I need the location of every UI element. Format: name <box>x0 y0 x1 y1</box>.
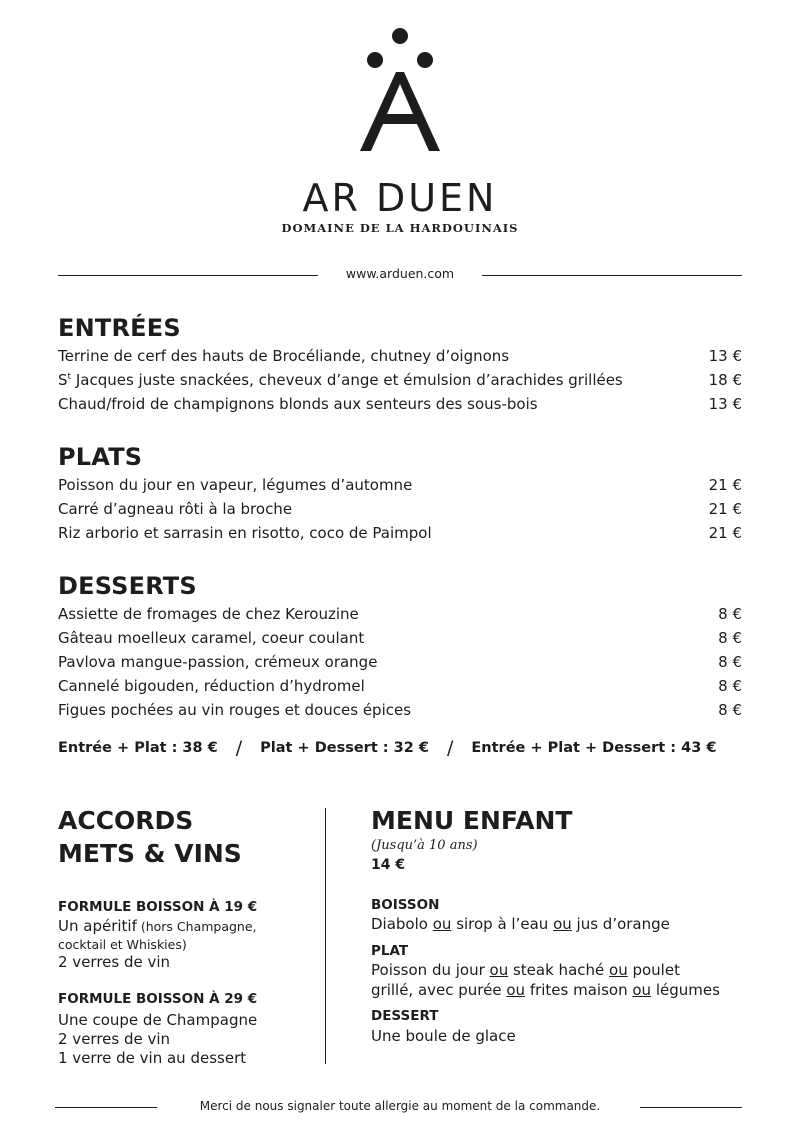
item-price: 13 € <box>708 395 742 413</box>
item-price: 8 € <box>718 701 742 719</box>
formule-19-line2: cocktail et Whiskies) <box>58 937 187 952</box>
item-name: Assiette de fromages de chez Kerouzine <box>58 605 359 623</box>
item-price: 8 € <box>718 629 742 647</box>
formule-29-title: FORMULE BOISSON À 29 € <box>58 991 258 1007</box>
enfant-boisson-text: Diabolo ou sirop à l’eau ou jus d’orange <box>371 915 670 933</box>
menu-item <box>58 392 742 416</box>
header-rule-right <box>482 275 742 276</box>
item-price: 21 € <box>708 524 742 542</box>
formula-plat-dessert: Plat + Dessert : 32 € <box>260 740 429 756</box>
formule-19-title: FORMULE BOISSON À 19 € <box>58 899 258 915</box>
item-name: Chaud/froid de champignons blonds aux senteurs des sous-bois <box>58 395 538 413</box>
item-name: $S^t$ Jacques juste snackées, cheveux d’ange et émulsion d’arachides grillées <box>58 371 623 389</box>
item-name: Pavlova mangue-passion, crémeux orange <box>58 653 378 671</box>
enfant-boisson-title: BOISSON <box>371 897 440 913</box>
menu-item <box>58 602 742 626</box>
enfant-dessert-text: Une boule de glace <box>371 1027 516 1045</box>
formula-prices <box>58 737 758 759</box>
menu-item <box>58 344 742 368</box>
entrees-title: ENTRÉES <box>58 314 181 342</box>
column-divider <box>325 808 326 1064</box>
website-link[interactable]: www.arduen.com <box>345 266 455 281</box>
formule-29-line3: 1 verre de vin au dessert <box>58 1049 247 1067</box>
formule-29-line2: 2 verres de vin <box>58 1030 171 1048</box>
formula-separator: / <box>235 737 243 759</box>
plats-title: PLATS <box>58 443 143 471</box>
item-price: 21 € <box>708 476 742 494</box>
menu-item <box>58 650 742 674</box>
item-price: 8 € <box>718 605 742 623</box>
brand-name: AR DUEN <box>302 176 498 220</box>
menu-item <box>58 698 742 722</box>
menu-enfant-age: (Jusqu’à 10 ans) <box>371 838 478 853</box>
menu-enfant-title: MENU ENFANT <box>371 806 573 835</box>
formule-29-line1: Une coupe de Champagne <box>58 1011 258 1029</box>
menu-item <box>58 521 742 545</box>
item-price: 21 € <box>708 500 742 518</box>
menu-item <box>58 368 742 392</box>
item-name: Riz arborio et sarrasin en risotto, coco de Paimpol <box>58 524 432 542</box>
item-price: 8 € <box>718 677 742 695</box>
item-name: Poisson du jour en vapeur, légumes d’automne <box>58 476 413 494</box>
enfant-plat-title: PLAT <box>371 943 409 959</box>
brand-subtitle: DOMAINE DE LA HARDOUINAIS <box>281 221 519 235</box>
menu-item <box>58 626 742 650</box>
formula-separator: / <box>446 737 454 759</box>
item-price: 8 € <box>718 653 742 671</box>
enfant-plat-line2: grillé, avec purée ou frites maison ou légumes <box>371 981 720 999</box>
desserts-title: DESSERTS <box>58 572 197 600</box>
menu-enfant-price: 14 € <box>371 857 406 873</box>
menu-item <box>58 473 742 497</box>
allergy-notice: Merci de nous signaler toute allergie au moment de la commande. <box>199 1099 601 1113</box>
accords-title: ACCORDS METS & VINS <box>58 806 242 868</box>
item-name: Carré d’agneau rôti à la broche <box>58 500 293 518</box>
item-name: Figues pochées au vin rouges et douces épices <box>58 701 412 719</box>
menu-item <box>58 674 742 698</box>
enfant-plat-line1: Poisson du jour ou steak haché ou poulet <box>371 961 680 979</box>
formule-19-line1: Un apéritif (hors Champagne, <box>58 917 257 935</box>
menu-item <box>58 497 742 521</box>
item-price: 18 € <box>708 371 742 389</box>
formula-entree-plat: Entrée + Plat : 38 € <box>58 740 218 756</box>
item-price: 13 € <box>708 347 742 365</box>
formula-complete: Entrée + Plat + Dessert : 43 € <box>471 740 717 756</box>
item-name: Gâteau moelleux caramel, coeur coulant <box>58 629 365 647</box>
ar-duen-logo <box>355 28 445 153</box>
footer-rule-right <box>640 1107 742 1108</box>
item-name: Terrine de cerf des hauts de Brocéliande, chutney d’oignons <box>58 347 510 365</box>
enfant-dessert-title: DESSERT <box>371 1008 439 1024</box>
item-name: Cannelé bigouden, réduction d’hydromel <box>58 677 365 695</box>
formule-19-line3: 2 verres de vin <box>58 953 171 971</box>
